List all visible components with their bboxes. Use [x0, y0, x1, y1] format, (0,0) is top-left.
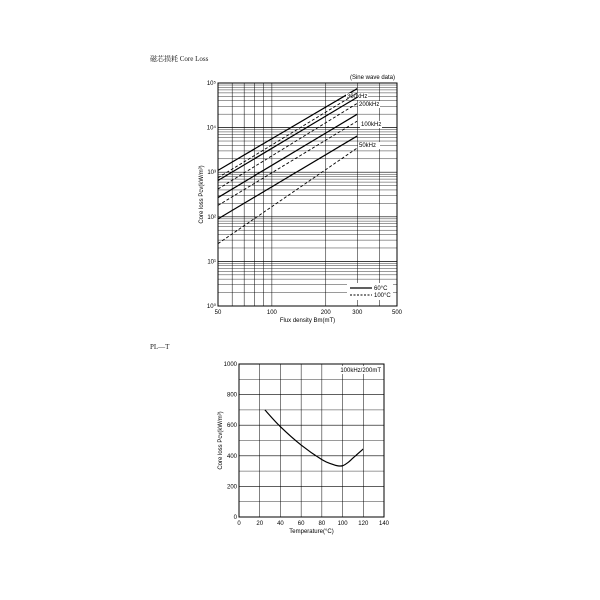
- x-axis-label: Flux density Bm(mT): [279, 318, 336, 324]
- y-axis-label: Core loss Pcv(kW/m³): [199, 165, 205, 224]
- x-tick-label: 100: [337, 521, 348, 527]
- legend-label: 60°C: [374, 286, 388, 292]
- legend-label: 100°C: [374, 293, 391, 299]
- x-tick-label: 100: [266, 310, 277, 316]
- x-tick-label: 500: [391, 310, 403, 316]
- pl-t-chart: [218, 362, 390, 535]
- series-line-200kHz-60c: [218, 97, 357, 180]
- x-tick-label: 140: [378, 521, 390, 527]
- x-tick-label: 80: [318, 521, 326, 527]
- x-axis-label: Temperature(°C): [289, 529, 334, 535]
- series-line-200kHz-100c: [218, 103, 357, 189]
- series-line-50kHz-60c: [218, 136, 357, 219]
- series-label: 200kHz: [359, 102, 380, 108]
- series-label: 100kHz: [361, 122, 382, 128]
- y-tick-label: 10⁴: [206, 125, 216, 132]
- condition-annotation: 100kHz/200mT: [340, 368, 381, 374]
- x-tick-label: 200: [320, 310, 331, 316]
- series-line-100kHz-100c: [218, 121, 357, 205]
- y-tick-label: 600: [226, 423, 237, 430]
- y-tick-label: 10²: [207, 214, 216, 221]
- core-loss-heading: 磁芯损耗 Core Loss: [150, 55, 209, 63]
- x-tick-label: 20: [256, 521, 264, 527]
- pl-t-heading: PL—T: [150, 343, 170, 351]
- series-line-100kHz-60c: [218, 114, 357, 197]
- x-tick-label: 50: [214, 310, 222, 316]
- y-tick-label: 10³: [207, 170, 216, 177]
- sine-wave-note: (Sine wave data): [349, 75, 395, 81]
- y-axis-label: Core loss Pcv(kW/m³): [218, 411, 224, 470]
- y-tick-label: 200: [226, 484, 237, 491]
- core-loss-chart: [199, 75, 403, 324]
- y-tick-label: 10⁵: [206, 81, 216, 87]
- y-tick-label: 800: [226, 392, 237, 399]
- plot-frame: [218, 83, 397, 306]
- y-tick-label: 400: [226, 453, 237, 460]
- x-tick-label: 120: [358, 521, 369, 527]
- x-tick-label: 40: [277, 521, 284, 527]
- core-loss-temperature-curve: [265, 410, 363, 466]
- y-tick-label: 0: [233, 515, 237, 521]
- y-tick-label: 10⁰: [206, 304, 216, 310]
- series-label: 300kHz: [347, 94, 368, 100]
- series-label: 50kHz: [359, 143, 377, 149]
- x-tick-label: 300: [352, 310, 363, 316]
- x-tick-label: 60: [297, 521, 305, 527]
- y-tick-label: 1000: [223, 362, 237, 368]
- y-tick-label: 10¹: [207, 259, 216, 266]
- series-line-50kHz-100c: [218, 148, 357, 244]
- series-line-300kHz-100c: [218, 93, 357, 178]
- x-tick-label: 0: [237, 521, 241, 527]
